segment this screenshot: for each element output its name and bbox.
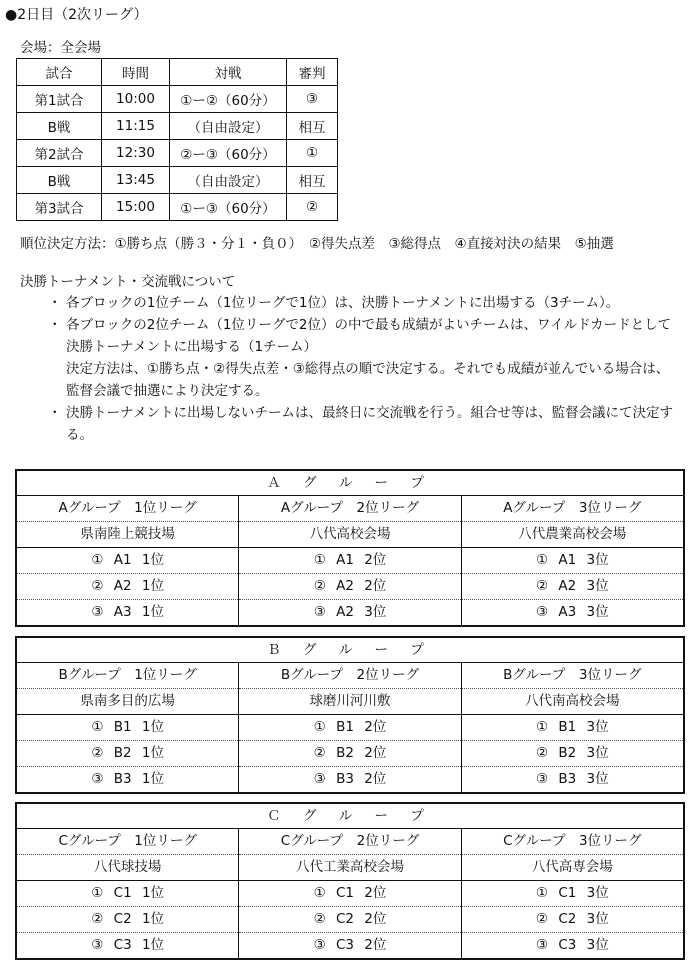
team-slot: ① B1 3位 [462,715,683,741]
table-row [17,194,338,221]
team-slot: ③ A2 3位 [313,604,387,620]
match-cell: B戦 [17,167,102,194]
team-slot: ① A1 3位 [462,548,683,574]
bullet: ・ [48,405,62,421]
team-slot: ① C1 3位 [462,881,683,907]
league-venue: 八代工業高校会場 [239,855,460,881]
matchup-cell: （自由設定） [170,113,287,140]
team-slot: ③ C3 3位 [535,937,609,953]
finals-note-2 [48,314,678,402]
ranking-method: 順位決定方法：①勝ち点（勝３・分１・負０） ②得失点差 ③総得点 ④直接対決の結果 ⑤抽選 [20,236,614,252]
note-text: 各ブロックの2位チーム（1位リーグで2位）の中で最も成績がよいチームは、ワイルドカードとして決勝トーナメントに出場する（1チーム） [66,317,672,355]
time-cell: 11:15 [102,113,170,140]
team-slot: ② C2 3位 [462,907,683,933]
bullet: ・ [48,317,62,333]
group-c-panel [15,802,685,960]
league-title: Cグループ 3位リーグ [462,829,683,855]
referee-cell: ③ [287,86,338,113]
team-slot: ② A2 3位 [462,574,683,600]
team-slot: ① B1 1位 [17,715,238,741]
league-title: Aグループ 1位リーグ [17,496,238,522]
group-heading: Ｃ グ ル ー プ [17,804,683,829]
team-slot: ③ A3 1位 [91,604,164,620]
league-venue: 八代球技場 [17,855,238,881]
page-title: ●2日目（2次リーグ） [5,7,148,23]
league-title: Aグループ 2位リーグ [239,496,460,522]
schedule-table [16,58,338,221]
league-column [239,663,461,792]
schedule-header-row [17,59,338,86]
referee-cell: ① [287,140,338,167]
note-text: 各ブロックの1位チーム（1位リーグで1位）は、決勝トーナメントに出場する（3チーム）。 [66,295,620,311]
team-slot: ① B1 2位 [239,715,460,741]
finals-note-1 [48,292,678,314]
matchup-cell: ②ー③（60分） [170,140,287,167]
referee-cell: ② [287,194,338,221]
league-venue: 球磨川河川敷 [239,689,460,715]
note-text: 決勝トーナメントに出場しないチームは、最終日に交流戦を行う。組合せ等は、監督会議にて決定する。 [66,405,673,443]
league-column [17,496,239,625]
team-slot: ③ C3 1位 [91,937,165,953]
league-column [17,829,239,958]
team-slot: ③ C3 2位 [313,937,387,953]
group-heading: Ｂ グ ル ー プ [17,638,683,663]
league-venue: 八代南高校会場 [462,689,683,715]
league-column [239,829,461,958]
team-slot: ② A2 1位 [17,574,238,600]
league-column [462,829,683,958]
header-match: 試合 [17,59,102,86]
match-cell: 第2試合 [17,140,102,167]
table-row [17,140,338,167]
time-cell: 15:00 [102,194,170,221]
match-cell: B戦 [17,113,102,140]
league-title: Bグループ 1位リーグ [17,663,238,689]
league-venue: 県南陸上競技場 [17,522,238,548]
table-row [17,86,338,113]
referee-cell: 相互 [287,113,338,140]
league-column [17,663,239,792]
method-text: 決定方法は、①勝ち点・②得失点差・③総得点の順で決定する。それでも成績が並んでいる場合は、監督会議で抽選により決定する。 [66,361,670,399]
referee-cell: 相互 [287,167,338,194]
header-referee: 審判 [287,59,338,86]
team-slot: ② A2 2位 [239,574,460,600]
league-title: Bグループ 2位リーグ [239,663,460,689]
header-matchup: 対戦 [170,59,287,86]
group-b-panel [15,636,685,794]
table-row [17,113,338,140]
team-slot: ① C1 1位 [17,881,238,907]
team-slot: ③ B3 2位 [313,771,387,787]
matchup-cell: （自由設定） [170,167,287,194]
team-slot: ① A1 1位 [17,548,238,574]
match-cell: 第1試合 [17,86,102,113]
group-a-panel [15,469,685,627]
team-slot: ② B2 1位 [17,741,238,767]
league-column [462,663,683,792]
time-cell: 12:30 [102,140,170,167]
team-slot: ③ B3 1位 [91,771,164,787]
league-title: Cグループ 1位リーグ [17,829,238,855]
venue-label: 会場：全会場 [20,40,101,56]
league-venue: 八代農業高校会場 [462,522,683,548]
league-column [462,496,683,625]
team-slot: ② B2 2位 [239,741,460,767]
team-slot: ③ A3 3位 [536,604,609,620]
bullet: ・ [48,295,62,311]
finals-note-3 [48,402,678,446]
league-title: Cグループ 2位リーグ [239,829,460,855]
match-cell: 第3試合 [17,194,102,221]
team-slot: ② C2 2位 [239,907,460,933]
league-column [239,496,461,625]
finals-heading: 決勝トーナメント・交流戦について [20,274,236,290]
time-cell: 10:00 [102,86,170,113]
matchup-cell: ①ー②（60分） [170,86,287,113]
league-venue: 県南多目的広場 [17,689,238,715]
header-time: 時間 [102,59,170,86]
league-title: Aグループ 3位リーグ [462,496,683,522]
league-venue: 八代高専会場 [462,855,683,881]
team-slot: ① A1 2位 [239,548,460,574]
league-title: Bグループ 3位リーグ [462,663,683,689]
team-slot: ② B2 3位 [462,741,683,767]
time-cell: 13:45 [102,167,170,194]
league-venue: 八代高校会場 [239,522,460,548]
matchup-cell: ①ー③（60分） [170,194,287,221]
team-slot: ① C1 2位 [239,881,460,907]
team-slot: ③ B3 3位 [536,771,609,787]
team-slot: ② C2 1位 [17,907,238,933]
group-heading: Ａ グ ル ー プ [17,471,683,496]
table-row [17,167,338,194]
